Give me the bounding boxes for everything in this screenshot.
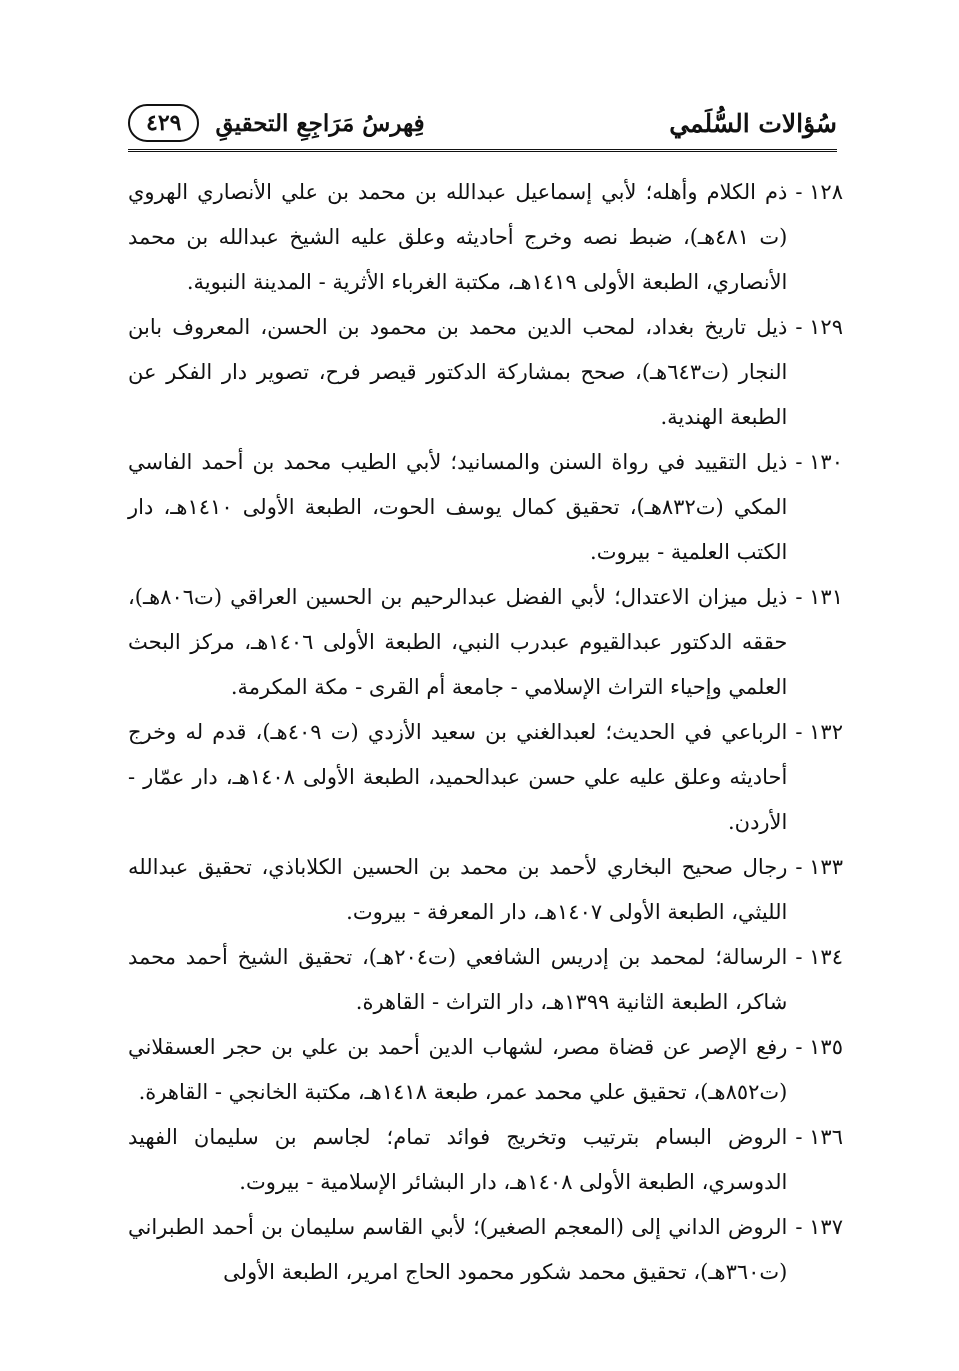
- entry-text: رجال صحيح البخاري لأحمد بن محمد بن الحسين الكلاباذي، تحقيق عبدالله الليثي، الطبعة الأولى ١٤٠٧هـ، دار المعرفة - بيروت.: [128, 855, 788, 924]
- reference-entry-136: [128, 1115, 843, 1205]
- entry-number: ١٣٥ -: [795, 1035, 843, 1059]
- entry-text: ذم الكلام وأهله؛ لأبي إسماعيل عبدالله بن محمد بن علي الأنصاري الهروي (ت ٤٨١هـ)، ضبط نصه وخرج أحاديثه وعلق عليه الشيخ عبدالله بن محمد الأنصاري، الطبعة الأولى ١٤١٩هـ، مكتبة الغرباء الأثرية - المدينة النبوية.: [128, 180, 788, 294]
- header-divider: [128, 149, 837, 152]
- entry-number: ١٣٧ -: [795, 1215, 843, 1239]
- reference-entry-130: [128, 440, 843, 575]
- reference-list: [128, 170, 843, 1295]
- reference-entry-137: [128, 1205, 843, 1295]
- entry-text: الرسالة؛ لمحمد بن إدريس الشافعي (ت٢٠٤هـ)، تحقيق الشيخ أحمد محمد شاكر، الطبعة الثانية ١٣٩٩هـ، دار التراث - القاهرة.: [128, 945, 788, 1014]
- entry-text: ذيل التقييد في رواة السنن والمسانيد؛ لأبي الطيب محمد بن أحمد الفاسي المكي (ت٨٣٢هـ)، تحقيق كمال يوسف الحوت، الطبعة الأولى ١٤١٠هـ، دار الكتب العلمية - بيروت.: [128, 450, 788, 564]
- entry-text: الروض البسام بترتيب وتخريج فوائد تمام؛ لجاسم بن سليمان الفهيد الدوسري، الطبعة الأولى ١٤٠٨هـ، دار البشائر الإسلامية - بيروت.: [128, 1125, 788, 1194]
- page-header: [128, 96, 837, 152]
- reference-entry-132: [128, 710, 843, 845]
- header-left-group: [128, 104, 425, 142]
- entry-text: ذيل تاريخ بغداد، لمحب الدين محمد بن محمود بن الحسن، المعروف بابن النجار (ت٦٤٣هـ)، صحح بمشاركة الدكتور قيصر فرح، تصوير دار الفكر عن الطبعة الهندية.: [128, 315, 788, 429]
- entry-number: ١٣٦ -: [795, 1125, 843, 1149]
- page-number: ٤٢٩: [128, 104, 199, 142]
- entry-text: ذيل ميزان الاعتدال؛ لأبي الفضل عبدالرحيم بن الحسين العراقي (ت٨٠٦هـ)، حققه الدكتور عبدالقيوم عبدرب النبي، الطبعة الأولى ١٤٠٦هـ، مركز البحث العلمي وإحياء التراث الإسلامي - جامعة أم القرى - مكة المكرمة.: [128, 585, 788, 699]
- reference-entry-135: [128, 1025, 843, 1115]
- entry-number: ١٢٨ -: [795, 180, 843, 204]
- entry-number: ١٢٩ -: [795, 315, 843, 339]
- entry-text: رفع الإصر عن قضاة مصر، لشهاب الدين أحمد بن علي بن حجر العسقلاني (ت٨٥٢هـ)، تحقيق علي محمد عمر، طبعة ١٤١٨هـ، مكتبة الخانجي - القاهرة.: [128, 1035, 788, 1104]
- entry-number: ١٣٤ -: [795, 945, 843, 969]
- entry-number: ١٣٣ -: [795, 855, 843, 879]
- section-title: فِهرسُ مَرَاجِعِ التحقيقِ: [215, 109, 425, 137]
- book-title: سُؤالات السُّلَمي: [669, 109, 837, 138]
- reference-entry-128: [128, 170, 843, 305]
- entry-number: ١٣١ -: [795, 585, 843, 609]
- entry-number: ١٣٠ -: [795, 450, 843, 474]
- reference-entry-131: [128, 575, 843, 710]
- reference-entry-133: [128, 845, 843, 935]
- entry-text: الرباعي في الحديث؛ لعبدالغني بن سعيد الأزدي (ت ٤٠٩هـ)، قدم له وخرج أحاديثه وعلق عليه علي حسن عبدالحميد، الطبعة الأولى ١٤٠٨هـ، دار عمّار - الأردن.: [128, 720, 788, 834]
- reference-entry-129: [128, 305, 843, 440]
- entry-number: ١٣٢ -: [795, 720, 843, 744]
- entry-text: الروض الداني إلى (المعجم الصغير)؛ لأبي القاسم سليمان بن أحمد الطبراني (ت٣٦٠هـ)، تحقيق محمد شكور محمود الحاج امرير، الطبعة الأولى: [128, 1215, 788, 1284]
- reference-entry-134: [128, 935, 843, 1025]
